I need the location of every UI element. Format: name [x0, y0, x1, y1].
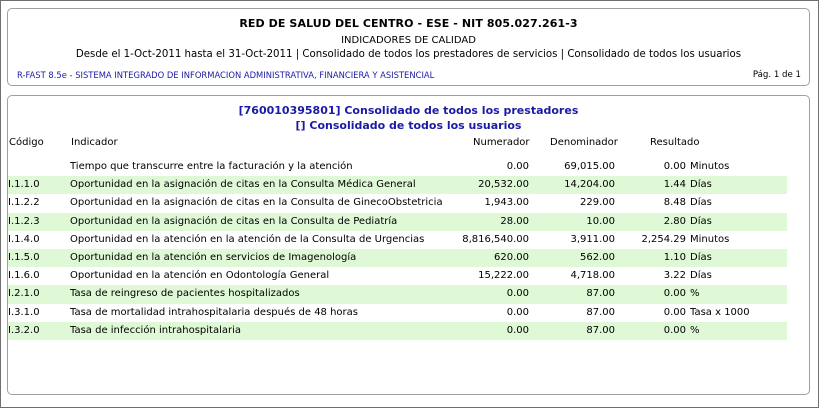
table-row: [8, 213, 787, 231]
column-header-indicador: Indicador: [71, 137, 118, 148]
column-header-denominador: Denominador: [550, 137, 618, 148]
table-row: [8, 158, 787, 176]
column-header-numerador: Numerador: [473, 137, 530, 148]
row-code: I.1.5.0: [8, 251, 40, 263]
row-denominator: 3,911.00: [570, 233, 615, 245]
table-row: [8, 249, 787, 267]
column-header-codigo: Código: [9, 137, 44, 148]
row-denominator: 87.00: [586, 306, 615, 318]
date-range-filters: Desde el 1-Oct-2011 hasta el 31-Oct-2011 | Consolidado de todos los prestadores de servicios | Consolidado de todos los usuarios: [75, 49, 742, 60]
row-numerator: 8,816,540.00: [462, 233, 529, 245]
row-unit: Días: [690, 197, 712, 209]
row-indicator: Tiempo que transcurre entre la facturación y la atención: [70, 161, 353, 172]
row-numerator: 0.00: [506, 306, 529, 318]
table-row: [8, 322, 787, 340]
row-denominator: 87.00: [586, 324, 615, 336]
row-result: 8.48: [663, 197, 686, 209]
table-row: [8, 231, 787, 249]
row-indicator: Oportunidad en la asignación de citas en la Consulta de GinecoObstetricia: [70, 197, 443, 209]
organization-title: RED DE SALUD DEL CENTRO - ESE - NIT 805.027.261-3: [239, 17, 578, 30]
report-subtitle: INDICADORES DE CALIDAD: [341, 35, 476, 46]
indicator-table: [8, 158, 787, 340]
row-result: 0.00: [663, 288, 686, 300]
row-numerator: 15,222.00: [478, 270, 529, 282]
row-indicator: Oportunidad en la asignación de citas en la Consulta Médica General: [70, 179, 416, 191]
row-result: 3.22: [663, 270, 686, 282]
table-row: [8, 304, 787, 322]
users-title: [] Consolidado de todos los usuarios: [295, 119, 522, 132]
row-indicator: Oportunidad en la atención en Odontología General: [70, 270, 330, 282]
row-unit: Días: [690, 179, 712, 191]
row-unit: Días: [690, 270, 712, 282]
row-code: I.1.1.0: [8, 179, 40, 191]
row-denominator: 69,015.00: [564, 161, 615, 172]
row-denominator: 10.00: [586, 215, 615, 227]
row-result: 0.00: [663, 161, 686, 172]
row-numerator: 0.00: [506, 288, 529, 300]
row-numerator: 20,532.00: [478, 179, 529, 191]
row-result: 0.00: [663, 324, 686, 336]
row-unit: Días: [690, 215, 712, 227]
row-result: 2,254.29: [641, 233, 686, 245]
provider-title: [760010395801] Consolidado de todos los prestadores: [238, 104, 579, 117]
row-numerator: 0.00: [506, 161, 529, 172]
row-indicator: Oportunidad en la asignación de citas en la Consulta de Pediatría: [70, 215, 398, 227]
row-indicator: Tasa de infección intrahospitalaria: [70, 324, 242, 336]
row-numerator: 1,943.00: [484, 197, 529, 209]
system-name: R-FAST 8.5e - SISTEMA INTEGRADO DE INFORMACION ADMINISTRATIVA, FINANCIERA Y ASISTENCIAL: [17, 70, 435, 80]
row-numerator: 28.00: [500, 215, 529, 227]
row-unit: Días: [690, 251, 712, 263]
table-row: [8, 285, 787, 303]
row-indicator: Oportunidad en la atención en servicios de Imagenología: [70, 251, 357, 263]
row-denominator: 562.00: [580, 251, 615, 263]
report-body: [7, 95, 810, 395]
row-code: I.1.2.3: [8, 215, 40, 227]
report-header: [7, 8, 810, 86]
page-indicator: Pág. 1 de 1: [752, 70, 801, 80]
column-header-resultado: Resultado: [650, 137, 700, 148]
row-result: 2.80: [663, 215, 686, 227]
row-result: 0.00: [663, 306, 686, 318]
table-row: [8, 194, 787, 212]
row-indicator: Tasa de reingreso de pacientes hospitalizados: [70, 288, 300, 300]
row-unit: Minutos: [690, 233, 730, 245]
row-denominator: 4,718.00: [570, 270, 615, 282]
row-unit: Tasa x 1000: [690, 306, 750, 318]
row-code: I.2.1.0: [8, 288, 40, 300]
row-result: 1.44: [663, 179, 686, 191]
row-unit: Minutos: [690, 161, 730, 172]
row-code: I.1.2.2: [8, 197, 40, 209]
row-code: I.1.6.0: [8, 270, 40, 282]
table-row: [8, 267, 787, 285]
row-denominator: 87.00: [586, 288, 615, 300]
row-unit: %: [690, 324, 700, 336]
row-result: 1.10: [663, 251, 686, 263]
row-indicator: Oportunidad en la atención en la atención de la Consulta de Urgencias: [70, 233, 425, 245]
row-numerator: 620.00: [494, 251, 529, 263]
row-code: I.1.4.0: [8, 233, 40, 245]
row-denominator: 229.00: [580, 197, 615, 209]
row-indicator: Tasa de mortalidad intrahospitalaria después de 48 horas: [70, 306, 358, 318]
row-code: I.3.1.0: [8, 306, 40, 318]
row-numerator: 0.00: [506, 324, 529, 336]
table-row: [8, 176, 787, 194]
row-unit: %: [690, 288, 700, 300]
row-denominator: 14,204.00: [564, 179, 615, 191]
row-code: I.3.2.0: [8, 324, 40, 336]
